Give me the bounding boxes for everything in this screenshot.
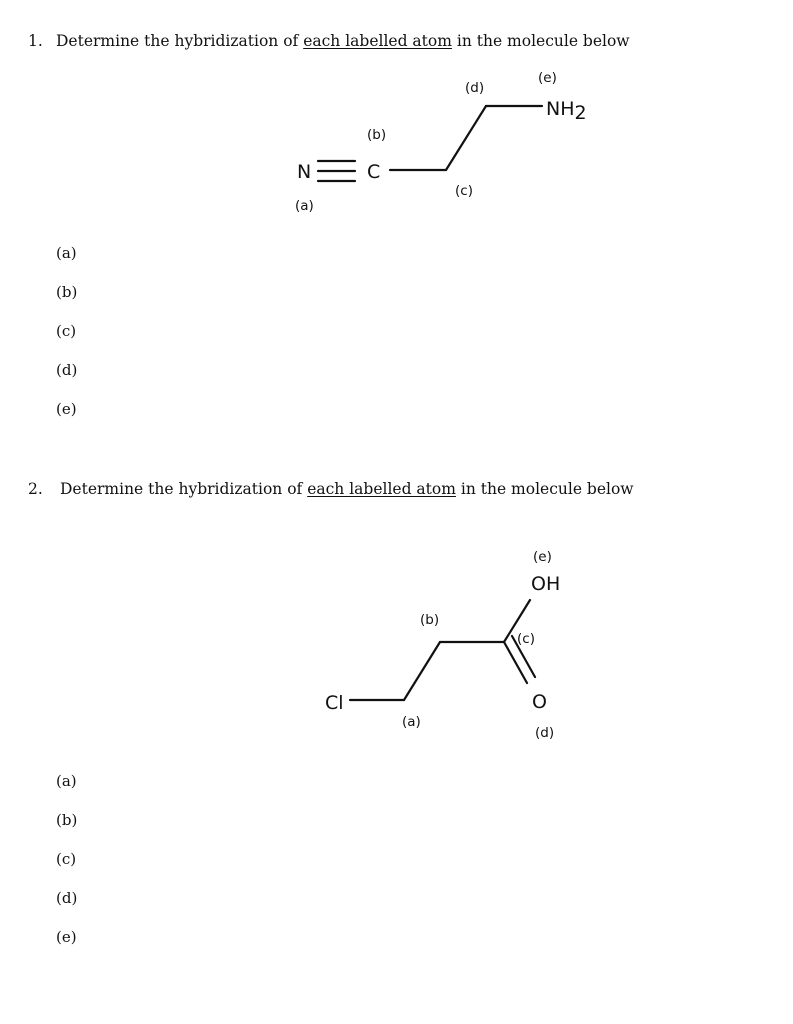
q1-answer-c: (c) bbox=[56, 322, 77, 340]
double-bond-line-1 bbox=[504, 642, 527, 683]
q1-answer-e: (e) bbox=[56, 400, 77, 418]
question-2-text: Determine the hybridization of bbox=[60, 480, 308, 498]
molecule-2 bbox=[325, 549, 560, 741]
q1-answer-a: (a) bbox=[56, 244, 77, 262]
atom-amine: NH2 bbox=[546, 98, 587, 124]
atom-nitrogen-nitrile: N bbox=[297, 161, 312, 183]
label-c: (c) bbox=[517, 631, 535, 647]
bond-c1-c2 bbox=[446, 106, 486, 170]
atom-carbon-nitrile: C bbox=[367, 161, 381, 183]
molecule-1 bbox=[295, 70, 587, 214]
question-2-text-end: in the molecule below bbox=[455, 480, 634, 498]
atom-carbonyl-oxygen: O bbox=[532, 691, 547, 713]
q2-answer-e: (e) bbox=[56, 928, 77, 946]
label-c: (c) bbox=[455, 183, 473, 199]
atom-chlorine: Cl bbox=[325, 692, 344, 714]
label-d: (d) bbox=[465, 80, 485, 96]
q2-answer-a: (a) bbox=[56, 772, 77, 790]
q2-answer-b: (b) bbox=[56, 811, 78, 829]
label-a: (a) bbox=[295, 198, 314, 214]
label-d: (d) bbox=[535, 725, 555, 741]
label-e: (e) bbox=[538, 70, 557, 86]
question-2-number: 2. bbox=[28, 480, 43, 498]
atom-hydroxyl: OH bbox=[531, 573, 561, 595]
q1-answer-b: (b) bbox=[56, 283, 78, 301]
label-a: (a) bbox=[402, 714, 421, 730]
question-1-underlined-text: each labelled atom bbox=[303, 32, 452, 50]
bond-c1-c2 bbox=[404, 642, 440, 700]
q2-answer-c: (c) bbox=[56, 850, 77, 868]
label-b: (b) bbox=[420, 612, 440, 628]
question-2-underlined-text: each labelled atom bbox=[307, 480, 456, 498]
label-e: (e) bbox=[533, 549, 552, 565]
q1-answer-d: (d) bbox=[56, 361, 78, 379]
label-b: (b) bbox=[367, 127, 387, 143]
question-1-number: 1. bbox=[28, 32, 43, 50]
q2-answer-d: (d) bbox=[56, 889, 78, 907]
question-1-text: Determine the hybridization of bbox=[56, 32, 304, 50]
question-1-text-end: in the molecule below bbox=[451, 32, 630, 50]
